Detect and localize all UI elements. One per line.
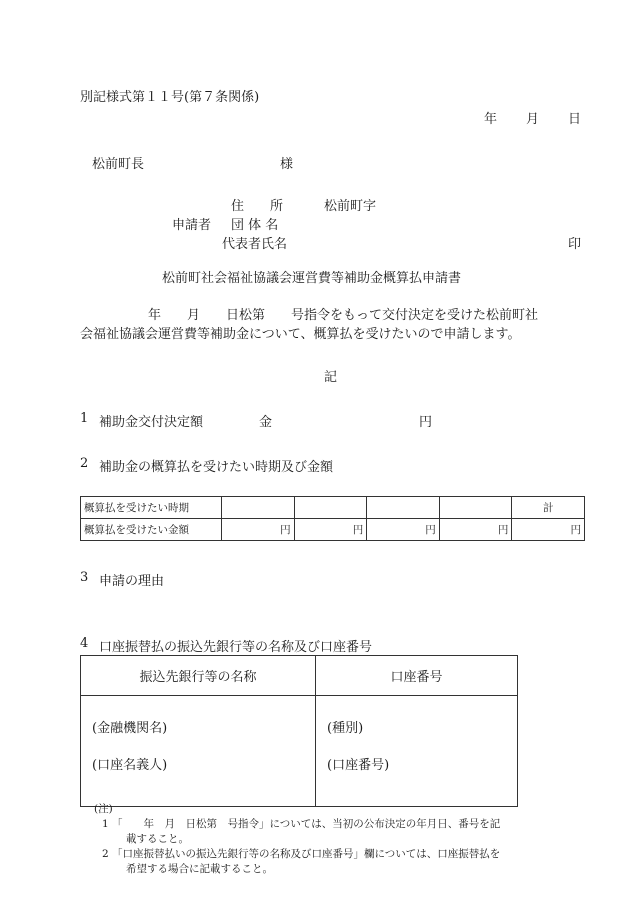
representative-label: 代表者氏名 [222, 237, 288, 252]
seal-mark: 印 [568, 237, 582, 252]
address-value: 松前町字 [324, 199, 377, 214]
item-4-label: 口座振替払の振込先銀行等の名称及び口座番号 [99, 640, 373, 655]
form-number: 別記様式第１１号(第７条関係) [80, 90, 260, 105]
amount-row-label: 概算払を受けたい金額 [81, 519, 222, 541]
account-number-label: (口座番号) [327, 758, 390, 773]
account-holder-label: (口座名義人) [92, 758, 168, 773]
org-name-label: 団 体 名 [231, 218, 279, 233]
total-header: 計 [512, 497, 585, 519]
account-number-header: 口座番号 [316, 656, 518, 696]
item-1-kin: 金 [259, 415, 273, 430]
item-4-number: 4 [80, 636, 89, 651]
item-2-label: 補助金の概算払を受けたい時期及び金額 [99, 460, 334, 475]
note-2-line-2: 希望する場合に記載すること。 [126, 863, 273, 875]
item-1-number: 1 [80, 411, 89, 426]
item-1-yen: 円 [419, 415, 433, 430]
amount-cell[interactable]: 円 [222, 519, 295, 541]
item-3-label: 申請の理由 [99, 574, 165, 589]
amount-cell[interactable]: 円 [439, 519, 512, 541]
item-1-label: 補助金交付決定額 [99, 415, 204, 430]
document-title: 松前町社会福祉協議会運営費等補助金概算払申請書 [162, 271, 462, 286]
payment-schedule-table [80, 496, 585, 541]
table-row [81, 519, 585, 541]
address-label: 住 所 [231, 199, 284, 214]
account-number-cell[interactable] [316, 696, 518, 807]
date-line: 年 月 日 [484, 112, 583, 127]
amount-total-cell[interactable]: 円 [512, 519, 585, 541]
note-1-line-2: 載すること。 [126, 833, 189, 845]
note-1-line-1: 「 年 月 日松第 号指令」については、当初の公布決定の年月日、番号を記 [112, 818, 501, 830]
addressee: 松前町長 [92, 157, 145, 172]
amount-cell[interactable]: 円 [367, 519, 440, 541]
timing-cell[interactable] [294, 497, 367, 519]
ki-heading: 記 [324, 370, 338, 385]
note-2 [84, 847, 589, 877]
table-row [81, 656, 518, 696]
timing-cell[interactable] [439, 497, 512, 519]
honorific: 様 [280, 157, 294, 172]
applicant-label: 申請者 [172, 218, 212, 233]
note-2-line-1: 「口座振替払いの振込先銀行等の名称及び口座番号」欄については、口座振替払を [112, 848, 501, 860]
account-type-label: (種別) [327, 721, 364, 736]
bank-account-table [80, 655, 518, 807]
table-row [81, 497, 585, 519]
bank-name-header: 振込先銀行等の名称 [81, 656, 316, 696]
note-1-number: 1 [102, 818, 109, 830]
note-2-number: 2 [102, 848, 109, 860]
notes-heading: (注) [94, 803, 113, 815]
note-1 [84, 817, 589, 847]
timing-row-label: 概算払を受けたい時期 [81, 497, 222, 519]
timing-cell[interactable] [367, 497, 440, 519]
institution-label: (金融機関名) [92, 721, 168, 736]
notes-section [84, 802, 589, 877]
amount-cell[interactable]: 円 [294, 519, 367, 541]
item-2-number: 2 [80, 456, 89, 471]
body-line-2: 会福祉協議会運営費等補助金について、概算払を受けたいので申請します。 [80, 327, 521, 342]
table-row [81, 696, 518, 807]
timing-cell[interactable] [222, 497, 295, 519]
body-line-1: 年 月 日松第 号指令をもって交付決定を受けた松前町社 [148, 308, 539, 323]
bank-name-cell[interactable] [81, 696, 316, 807]
item-3-number: 3 [80, 570, 89, 585]
